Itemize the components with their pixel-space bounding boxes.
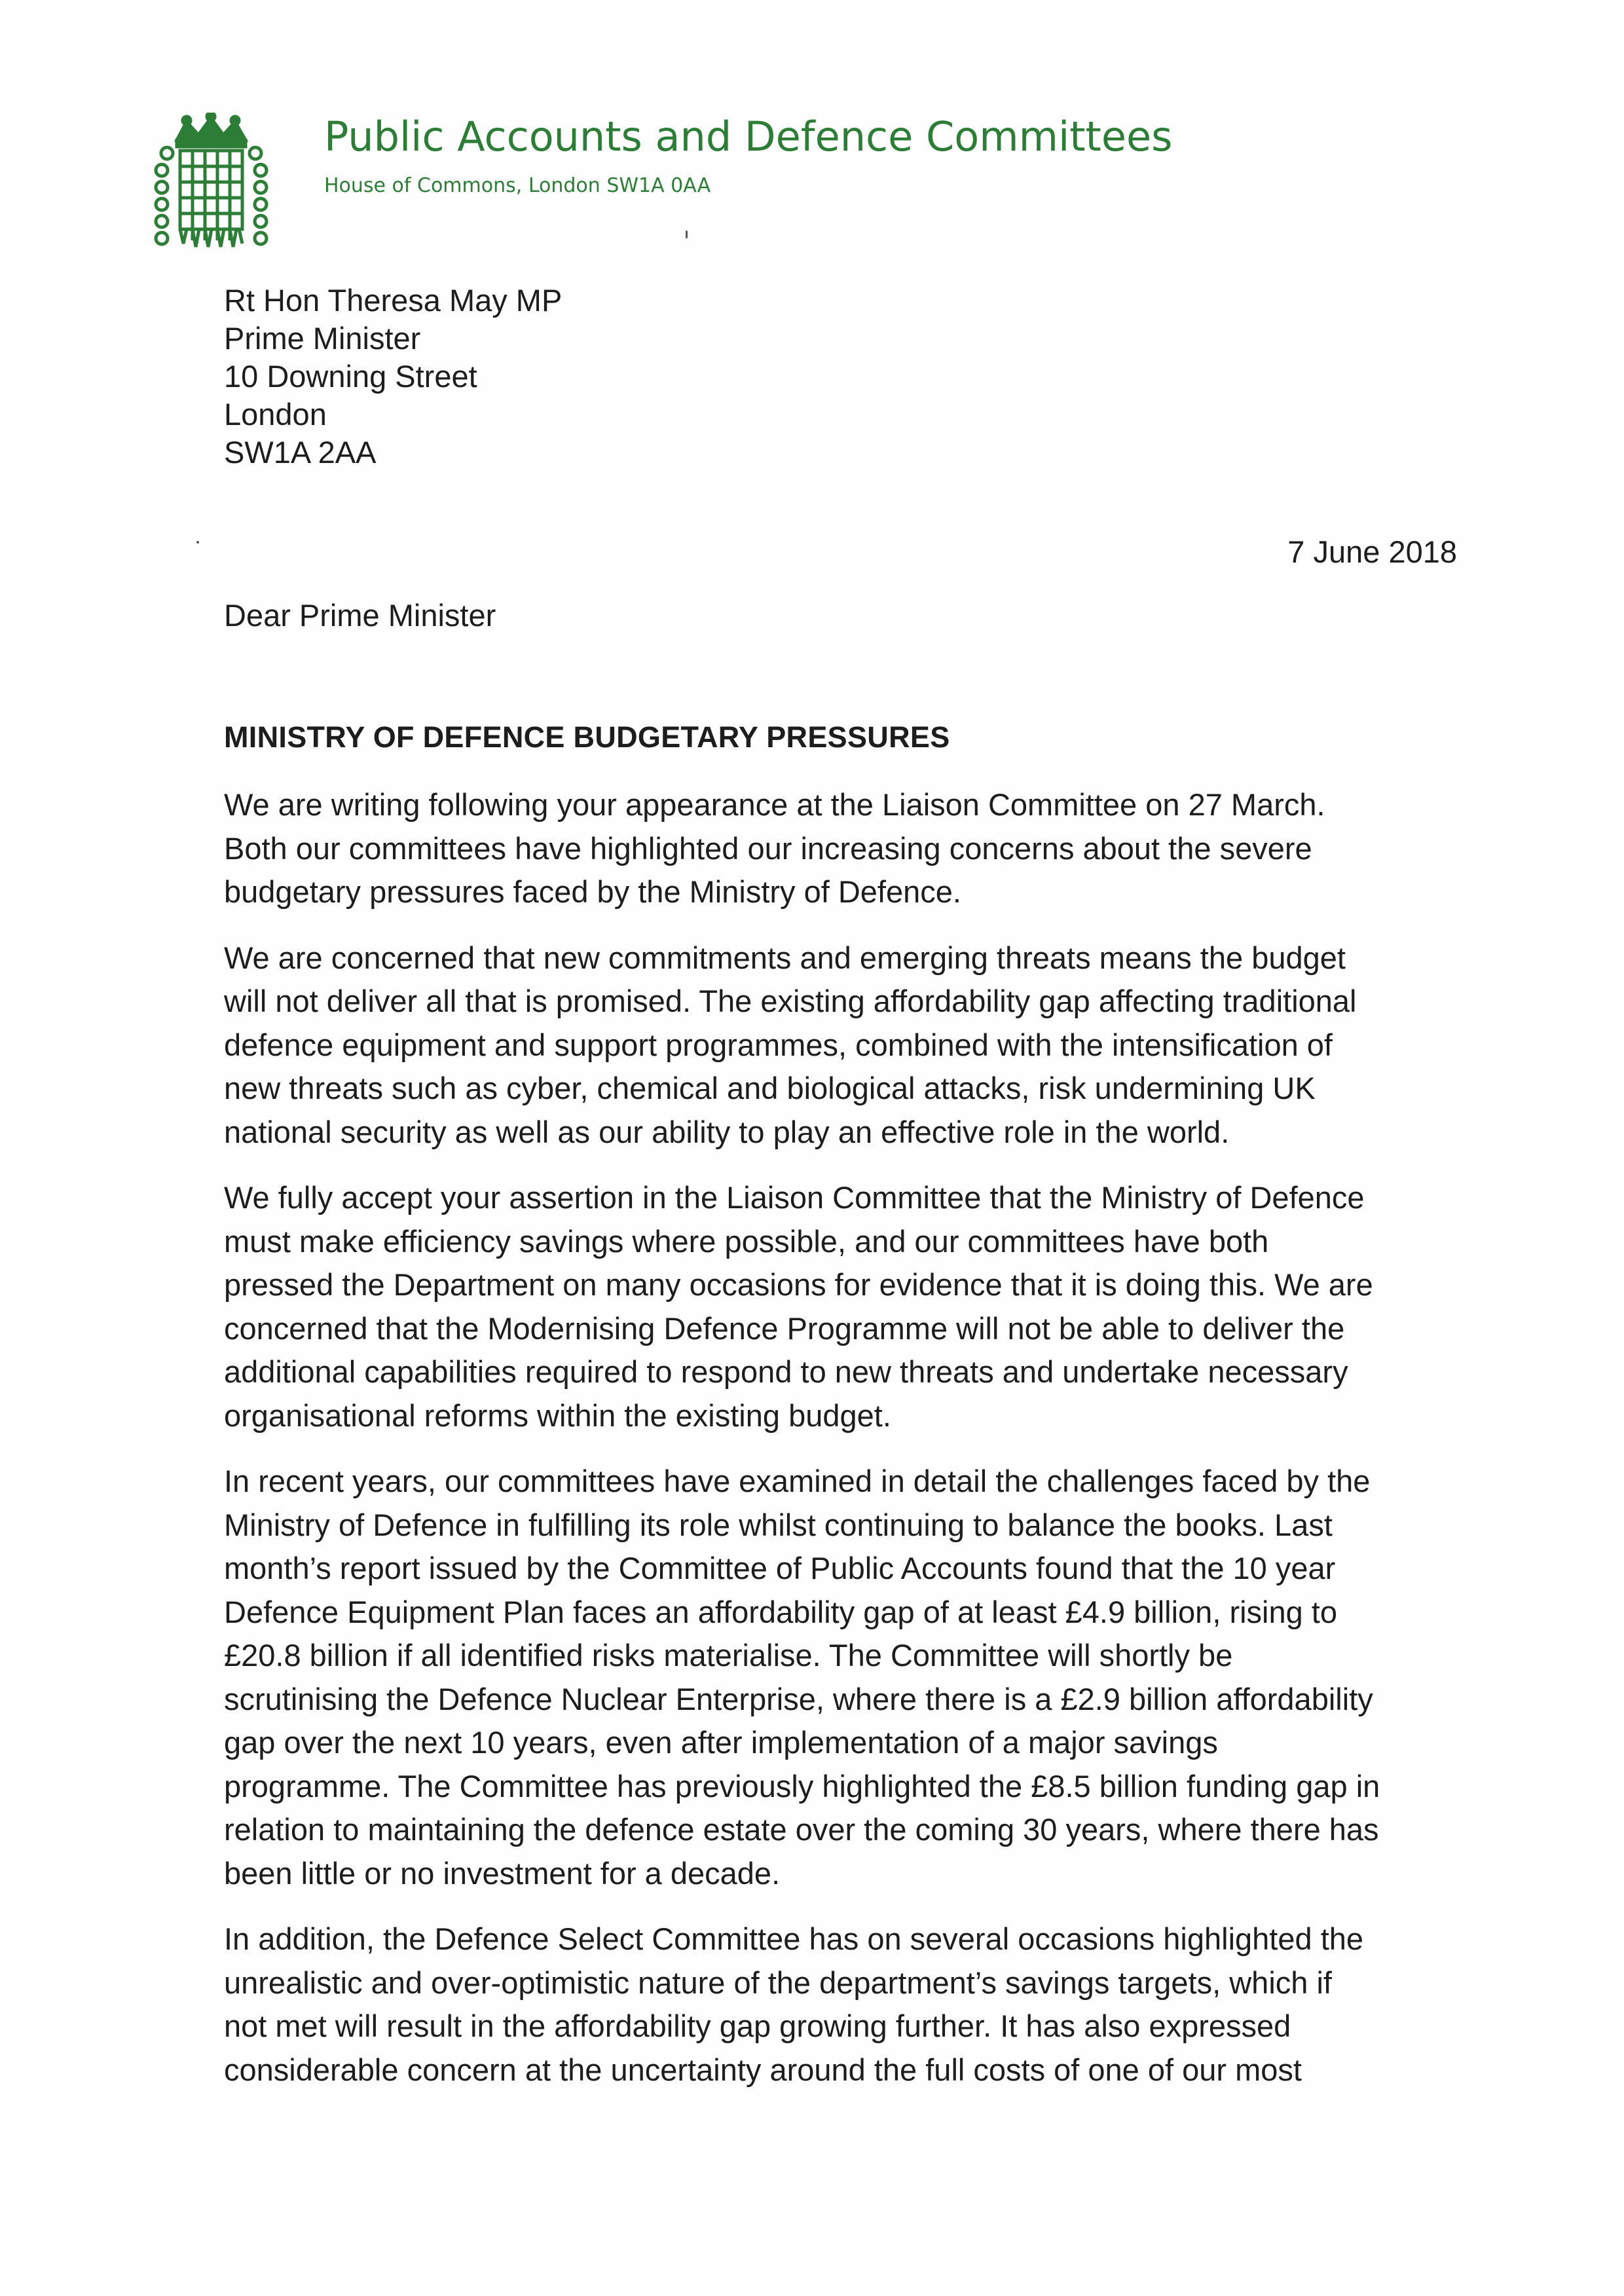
letter-subject: MINISTRY OF DEFENCE BUDGETARY PRESSURES [224, 720, 950, 754]
letter-date: 7 June 2018 [1287, 534, 1457, 569]
scan-mark [686, 231, 688, 238]
portcullis-icon [147, 113, 275, 253]
paragraph-line: Both our committees have highlighted our increasing concerns about the severe [224, 830, 1312, 866]
body-paragraph [224, 783, 1462, 914]
paragraph-line: defence equipment and support programmes, combined with the intensification of [224, 1027, 1333, 1062]
scan-mark [196, 541, 199, 544]
paragraph-line: relation to maintaining the defence estate over the coming 30 years, where there has [224, 1812, 1379, 1847]
paragraph-line: In recent years, our committees have examined in detail the challenges faced by the [224, 1464, 1371, 1498]
paragraph-line: scrutinising the Defence Nuclear Enterprise, where there is a £2.9 billion affordability [224, 1681, 1373, 1716]
body-paragraph [224, 936, 1462, 1155]
paragraph-line: been little or no investment for a decade. [224, 1855, 781, 1891]
paragraph-line: gap over the next 10 years, even after implementation of a major savings [224, 1725, 1218, 1760]
paragraph-line: new threats such as cyber, chemical and biological attacks, risk undermining UK [224, 1071, 1316, 1105]
paragraph-line: concerned that the Modernising Defence Programme will not be able to deliver the [224, 1310, 1345, 1346]
paragraph-line: pressed the Department on many occasions for evidence that it is doing this. We are [224, 1267, 1373, 1302]
letter-body [224, 783, 1462, 2114]
paragraph-line: month’s report issued by the Committee of Public Accounts found that the 10 year [224, 1551, 1336, 1585]
recipient-postcode: SW1A 2AA [224, 435, 377, 470]
recipient-position: Prime Minister [224, 321, 421, 356]
paragraph-line: will not deliver all that is promised. The existing affordability gap affecting traditional [224, 984, 1357, 1018]
recipient-name: Rt Hon Theresa May MP [224, 283, 563, 318]
paragraph-line: unrealistic and over-optimistic nature of the department’s savings targets, which if [224, 1965, 1332, 2000]
body-paragraph [224, 1460, 1462, 1895]
paragraph-line: We are writing following your appearance at the Liaison Committee on 27 March. [224, 787, 1325, 822]
recipient-street: 10 Downing Street [224, 359, 477, 394]
paragraph-line: considerable concern at the uncertainty around the full costs of one of our most [224, 2052, 1302, 2087]
paragraph-line: Defence Equipment Plan faces an affordability gap of at least £4.9 billion, rising to [224, 1594, 1338, 1629]
paragraph-line: programme. The Committee has previously highlighted the £8.5 billion funding gap in [224, 1768, 1380, 1804]
paragraph-line: £20.8 billion if all identified risks materialise. The Committee will shortly be [224, 1638, 1233, 1673]
committee-address: House of Commons, London SW1A 0AA [324, 174, 711, 197]
recipient-address [224, 282, 562, 472]
paragraph-line: We are concerned that new commitments and emerging threats means the budget [224, 940, 1346, 975]
paragraph-line: Ministry of Defence in fulfilling its role whilst continuing to balance the books. Last [224, 1507, 1333, 1542]
body-paragraph [224, 1176, 1462, 1437]
recipient-city: London [224, 397, 327, 432]
paragraph-line: not met will result in the affordability gap growing further. It has also expressed [224, 2009, 1291, 2043]
body-paragraph [224, 1917, 1462, 2092]
paragraph-line: budgetary pressures faced by the Ministry of Defence. [224, 874, 961, 909]
paragraph-line: national security as well as our ability to play an effective role in the world. [224, 1114, 1230, 1149]
committee-title: Public Accounts and Defence Committees [324, 113, 1173, 160]
salutation: Dear Prime Minister [224, 598, 496, 633]
paragraph-line: organisational reforms within the existing budget. [224, 1398, 891, 1433]
paragraph-line: We fully accept your assertion in the Liaison Committee that the Ministry of Defence [224, 1180, 1365, 1215]
paragraph-line: additional capabilities required to respond to new threats and undertake necessary [224, 1354, 1348, 1389]
letterhead [324, 113, 1173, 197]
paragraph-line: In addition, the Defence Select Committee has on several occasions highlighted the [224, 1921, 1364, 1956]
paragraph-line: must make efficiency savings where possible, and our committees have both [224, 1223, 1269, 1259]
